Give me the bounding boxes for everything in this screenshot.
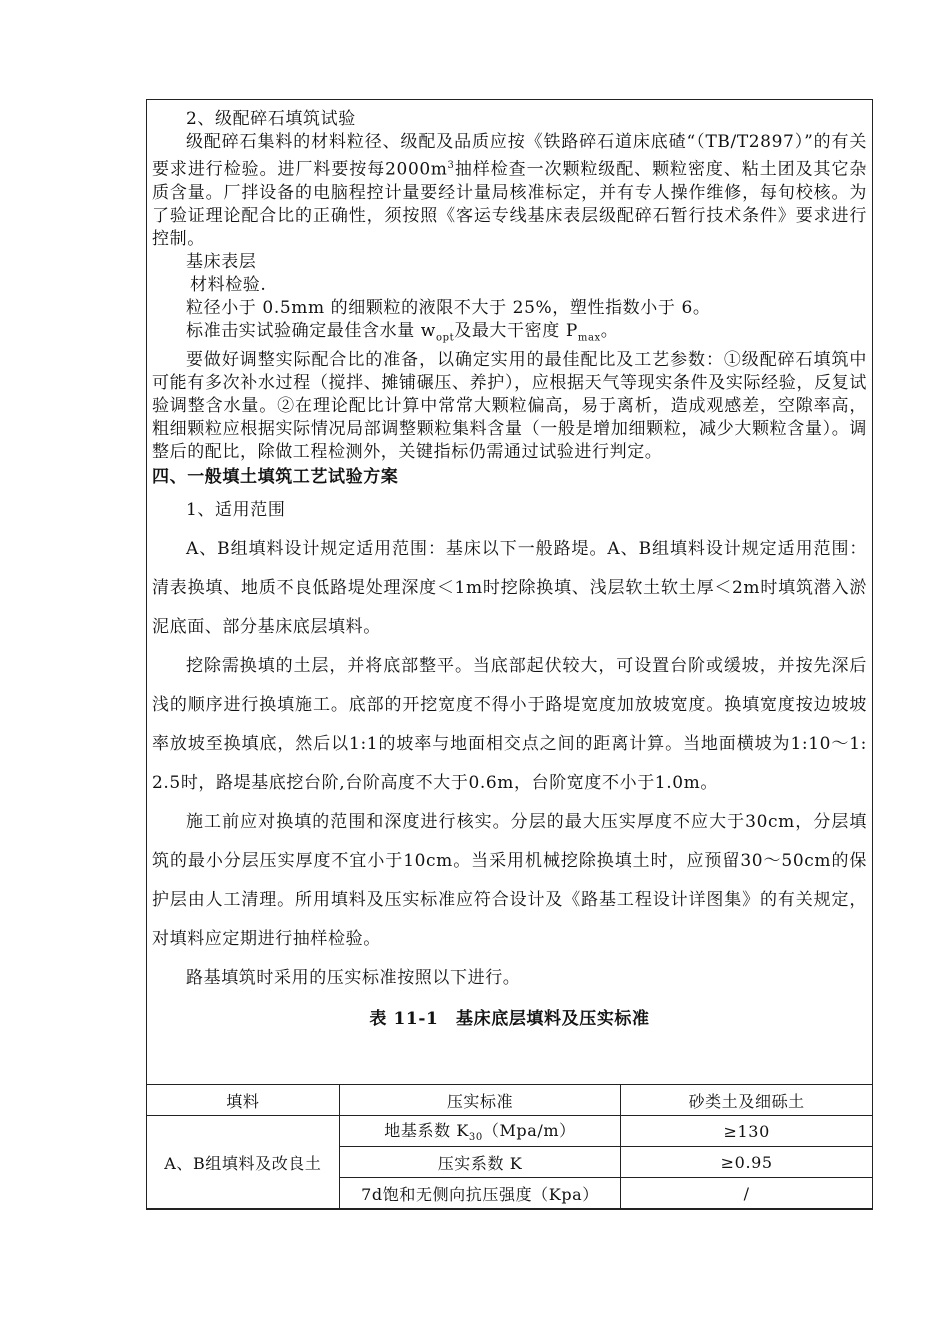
compaction-text: 。 <box>600 320 619 341</box>
paragraph-text: 抽样检查一次颗粒级配、颗粒密度、粘土团及其它杂质含量。厂拌设备的电脑程控计量要经计量局核准标定，并有专人操作维修，每旬校核。为了验证理论配合比的正确性，须按照《客运专线基床表层级配碎石暂行技术条件》要求进行控制。 <box>152 159 867 249</box>
compaction-standard-table <box>146 1084 873 1209</box>
adjust-paragraph: 要做好调整实际配合比的准备，以确定实用的最佳配比及工艺参数：①级配碎石填筑中可能有多次补水过程（搅拌、摊铺碾压、养护），应根据天气等现实条件及实际经验，反复试验调整含水量。②在理论配比计算中常常大颗粒偏高，易于离析，造成观感差，空隙率高，粗细颗粒应根据实际情况局部调整颗粒集料含量（一般是增加细颗粒，减少大颗粒含量）。调整后的配比，除做工程检测外，关键指标仍需通过试验进行判定。 <box>152 350 867 463</box>
header-cell: 填料 <box>147 1085 340 1116</box>
compaction-test <box>152 320 867 349</box>
header-cell: 砂类土及细砾土 <box>621 1085 873 1116</box>
standard-text: 地基系数 K <box>384 1121 469 1141</box>
header-cell: 压实标准 <box>339 1085 621 1116</box>
standard-unit: （Mpa/m） <box>482 1121 576 1141</box>
compaction-text: 及最大干密度 P <box>454 320 578 341</box>
table-row <box>147 1116 873 1147</box>
value-cell: / <box>621 1178 873 1209</box>
scope-title: 1、适用范围 <box>186 500 286 521</box>
standard-cell <box>339 1116 621 1147</box>
section-4-body <box>152 491 867 998</box>
scope-paragraph: A、B组填料设计规定适用范围：基床以下一般路堤。A、B组填料设计规定适用范围：清表换填、地质不良低路堤处理深度＜1m时挖除换填、浅层软土软土厚＜2m时填筑潜入淤泥底面、部分基床底层填料。 <box>152 539 867 638</box>
section-4-heading: 四、一般填土填筑工艺试验方案 <box>152 467 399 488</box>
group-cell: A、B组填料及改良土 <box>147 1116 340 1209</box>
table-caption: 表 11-1 基床底层填料及压实标准 <box>369 1009 650 1030</box>
subscript-opt: opt <box>435 332 455 344</box>
excavate-paragraph: 挖除需换填的土层，并将底部整平。当底部起伏较大，可设置台阶或缓坡，并按先深后浅的顺序进行换填施工。底部的开挖宽度不得小于路堤宽度加放坡宽度。换填宽度按边坡坡率放坡至换填底，然后以1:1的坡率与地面相交点之间的距离计算。当地面横坡为1:10～1: 2.5时，路堤基底挖台阶,台阶高度不大于0.6m，台阶宽度不小于1.0m。 <box>152 656 867 794</box>
value-cell: ≥130 <box>621 1116 873 1147</box>
table-header-row <box>147 1085 873 1116</box>
paragraph-text: 级配碎石集料的材料粒径、级配及品质应按《铁路碎石道床底碴“（TB/T2897）”的有关要求进行检验。进厂料要按每2000m <box>152 132 867 180</box>
compaction-text: 标准击实试验确定最佳含水量 w <box>186 320 436 341</box>
document-body <box>152 108 867 1035</box>
value-cell: ≥0.95 <box>621 1147 873 1178</box>
subscript-30: 30 <box>468 1132 483 1144</box>
check-paragraph: 施工前应对换填的范围和深度进行核实。分层的最大压实厚度不应大于30cm，分层填筑的最小分层压实厚度不宜小于10cm。当采用机械挖除换填土时，应预留30～50cm的保护层由人工清理。所用填料及压实标准应符合设计及《路基工程设计详图集》的有关规定，对填料应定期进行抽样检验。 <box>152 812 867 950</box>
section-2-title: 2、级配碎石填筑试验 <box>186 109 356 129</box>
superscript: 3 <box>447 160 455 171</box>
particle-requirement: 粒径小于 0.5mm 的细颗粒的液限不大于 25%，塑性指数小于 6。 <box>186 297 711 318</box>
subheading-base-layer: 基床表层 <box>186 251 257 272</box>
section-2-paragraph <box>152 131 867 251</box>
subscript-max: max <box>577 332 601 344</box>
standard-cell: 7d饱和无侧向抗压强度（Kpa） <box>339 1178 621 1209</box>
standard-cell: 压实系数 K <box>339 1147 621 1178</box>
material-check: 材料检验. <box>190 274 267 295</box>
standard-paragraph: 路基填筑时采用的压实标准按照以下进行。 <box>186 968 521 989</box>
